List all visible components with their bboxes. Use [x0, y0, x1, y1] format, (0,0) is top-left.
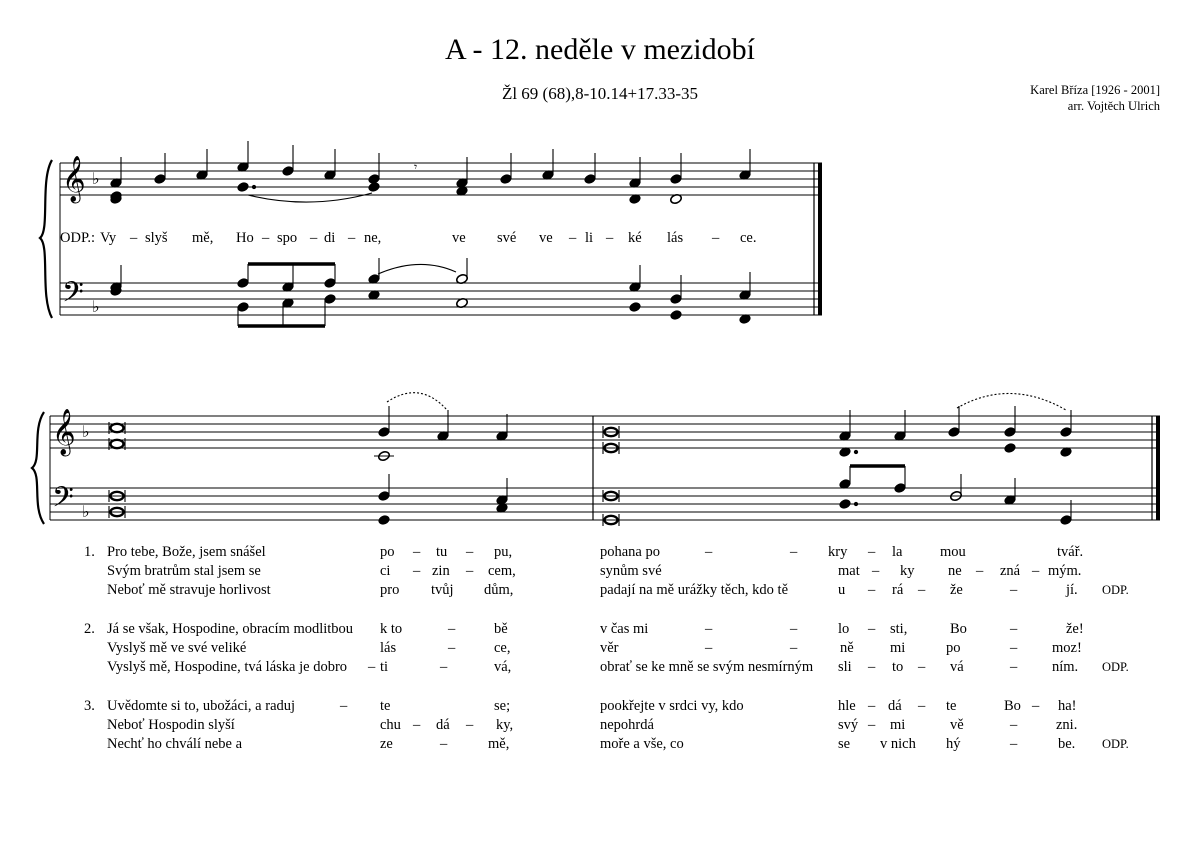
lyric-syllable: Bo	[1004, 698, 1021, 714]
lyric-syllable: zni.	[1056, 717, 1078, 733]
response-cue: ODP.	[1102, 737, 1129, 751]
lyric-syllable: chu	[380, 717, 401, 733]
lyric-hyphen: –	[448, 621, 456, 637]
lyric-hyphen: –	[413, 563, 421, 579]
lyric-hyphen: –	[340, 698, 348, 714]
lyric-hyphen: –	[368, 659, 376, 675]
verse-text: Já se však, Hospodine, obracím modlitbou	[107, 621, 354, 637]
lyric-hyphen: –	[705, 544, 713, 560]
lyric-syllable: mou	[940, 544, 966, 560]
lyric-syllable: ce,	[494, 640, 511, 656]
response-cue: ODP.	[1102, 583, 1129, 597]
verse-text: v čas mi	[600, 621, 649, 637]
lyric-syllable: tvář.	[1057, 544, 1084, 560]
lyric-syllable: ve	[452, 230, 466, 246]
lyric-syllable: jí.	[1066, 582, 1078, 598]
lyric-syllable: te	[380, 698, 391, 714]
lyric-syllable: ně	[840, 640, 854, 656]
verse-text: Nechť ho chválí nebe a	[107, 736, 243, 752]
verse-text: Vyslyš mě ve své veliké	[107, 640, 247, 656]
lyric-hyphen: –	[130, 230, 138, 246]
verse-text: Vyslyš mě, Hospodine, tvá láska je dobro	[107, 659, 348, 675]
system-2-clefs	[52, 409, 90, 521]
verse-text: synům své	[600, 563, 662, 579]
lyric-hyphen: –	[1010, 621, 1018, 637]
lyric-hyphen: –	[569, 230, 577, 246]
lyric-syllable: ci	[380, 563, 391, 579]
lyric-hyphen: –	[466, 544, 474, 560]
verse-text: věr	[600, 640, 619, 656]
lyric-syllable: že!	[1066, 621, 1084, 637]
lyric-hyphen: –	[413, 717, 421, 733]
lyric-hyphen: –	[918, 659, 926, 675]
svg-text:♭: ♭	[82, 422, 90, 441]
verse-text: padají na mě urážky těch, kdo tě	[600, 582, 789, 598]
lyric-hyphen: –	[1032, 563, 1040, 579]
svg-text:𝄢: 𝄢	[52, 481, 74, 521]
lyric-syllable: ha!	[1058, 698, 1077, 714]
verse-text: Neboť Hospodin slyší	[107, 717, 235, 733]
lyric-syllable: Vy	[100, 230, 117, 246]
lyric-syllable: hle	[838, 698, 856, 714]
lyric-syllable: dá	[436, 717, 450, 733]
lyric-syllable: ky,	[496, 717, 514, 733]
lyric-syllable: pro	[380, 582, 400, 598]
lyric-hyphen: –	[413, 544, 421, 560]
lyric-syllable: svý	[838, 717, 859, 733]
verse-text: pohana po	[600, 544, 660, 560]
lyric-hyphen: –	[868, 698, 876, 714]
lyric-syllable: dům,	[484, 582, 514, 598]
lyric-hyphen: –	[606, 230, 614, 246]
lyric-syllable: sti,	[890, 621, 908, 637]
lyric-syllable: se;	[494, 698, 511, 714]
verse-text: Neboť mě stravuje horlivost	[107, 582, 271, 598]
lyric-syllable: pu,	[494, 544, 513, 560]
verse-number: 2.	[84, 621, 95, 637]
lyric-syllable: mě,	[192, 230, 214, 246]
verse-text: Pro tebe, Bože, jsem snášel	[107, 544, 266, 560]
lyric-hyphen: –	[1010, 640, 1018, 656]
lyric-syllable: ti	[380, 659, 389, 675]
lyric-syllable: po	[946, 640, 961, 656]
svg-text:𝄾: 𝄾	[414, 160, 418, 174]
verse-text: pookřejte v srdci vy, kdo	[600, 698, 744, 714]
psalm-reference: Žl 69 (68),8-10.14+17.33-35	[501, 84, 699, 103]
lyric-hyphen: –	[868, 717, 876, 733]
verse-text: moře a vše, co	[600, 736, 684, 752]
lyric-syllable: že	[950, 582, 963, 598]
lyric-hyphen: –	[466, 563, 474, 579]
lyric-syllable: k to	[380, 621, 403, 637]
lyric-syllable: bě	[494, 621, 508, 637]
lyric-syllable: zin	[432, 563, 450, 579]
lyric-syllable: po	[380, 544, 395, 560]
lyric-hyphen: –	[868, 659, 876, 675]
lyric-hyphen: –	[976, 563, 984, 579]
response-cue: ODP.	[1102, 660, 1129, 674]
lyric-hyphen: –	[705, 621, 713, 637]
lyric-syllable: la	[892, 544, 903, 560]
lyric-hyphen: –	[310, 230, 318, 246]
composer-credit: Karel Bříza [1926 - 2001]	[1030, 83, 1160, 97]
lyric-hyphen: –	[705, 640, 713, 656]
lyric-hyphen: –	[868, 582, 876, 598]
lyric-syllable: lás	[380, 640, 397, 656]
lyric-hyphen: –	[466, 717, 474, 733]
lyric-syllable: dá	[888, 698, 902, 714]
lyric-hyphen: –	[868, 621, 876, 637]
lyric-syllable: v nich	[880, 736, 916, 752]
lyric-syllable: be.	[1058, 736, 1076, 752]
lyric-hyphen: –	[440, 659, 448, 675]
system-2-notes	[109, 393, 1072, 526]
page-title: A - 12. neděle v mezidobí	[445, 33, 755, 66]
lyric-hyphen: –	[262, 230, 270, 246]
lyric-syllable: vá,	[494, 659, 512, 675]
verse-number: 3.	[84, 698, 95, 714]
lyric-syllable: ním.	[1052, 659, 1079, 675]
verse-text: obrať se ke mně se svým nesmírným	[600, 659, 814, 675]
lyric-hyphen: –	[790, 640, 798, 656]
lyric-syllable: vá	[950, 659, 964, 675]
lyric-syllable: Bo	[950, 621, 967, 637]
lyric-hyphen: –	[1010, 659, 1018, 675]
lyric-syllable: ne,	[364, 230, 382, 246]
lyric-syllable: mat	[838, 563, 860, 579]
lyric-hyphen: –	[918, 698, 926, 714]
lyric-hyphen: –	[440, 736, 448, 752]
lyric-syllable: ze	[380, 736, 393, 752]
lyric-syllable: mi	[890, 717, 906, 733]
lyric-syllable: di	[324, 230, 336, 246]
svg-text:♭: ♭	[92, 297, 100, 316]
svg-text:𝄞: 𝄞	[52, 409, 76, 455]
system-2	[32, 412, 1160, 524]
lyric-hyphen: –	[1010, 736, 1018, 752]
lyric-syllable: mým.	[1048, 563, 1082, 579]
lyric-syllable: lás	[667, 230, 684, 246]
lyric-syllable: ké	[628, 230, 642, 246]
lyric-hyphen: –	[348, 230, 356, 246]
verse-text: nepohrdá	[600, 717, 654, 733]
lyric-syllable: se	[838, 736, 851, 752]
lyric-syllable: slyš	[145, 230, 168, 246]
svg-text:♭: ♭	[92, 169, 100, 188]
lyric-hyphen: –	[1032, 698, 1040, 714]
lyric-syllable: li	[585, 230, 594, 246]
lyric-hyphen: –	[790, 621, 798, 637]
lyric-syllable: ve	[539, 230, 553, 246]
lyric-syllable: ne	[948, 563, 962, 579]
lyric-syllable: ce.	[740, 230, 757, 246]
lyric-syllable: cem,	[488, 563, 516, 579]
lyric-hyphen: –	[448, 640, 456, 656]
lyric-syllable: mě,	[488, 736, 510, 752]
lyric-syllable: hý	[946, 736, 961, 752]
response-label: ODP.:	[60, 230, 96, 246]
lyric-hyphen: –	[918, 582, 926, 598]
lyric-syllable: kry	[828, 544, 848, 560]
lyric-syllable: zná	[1000, 563, 1021, 579]
lyric-syllable: spo	[277, 230, 298, 246]
verse-text: Uvědomte si to, ubožáci, a raduj	[107, 698, 296, 714]
lyric-hyphen: –	[868, 544, 876, 560]
lyric-syllable: u	[838, 582, 846, 598]
svg-text:𝄢: 𝄢	[62, 276, 84, 316]
lyric-syllable: vě	[950, 717, 964, 733]
lyric-hyphen: –	[712, 230, 720, 246]
system-1-bass-notes	[110, 258, 751, 326]
lyric-syllable: tu	[436, 544, 448, 560]
lyric-syllable: tvůj	[431, 582, 454, 598]
lyric-syllable: mi	[890, 640, 906, 656]
lyric-hyphen: –	[790, 544, 798, 560]
verse-text: Svým bratrům stal jsem se	[107, 563, 261, 579]
svg-text:𝄞: 𝄞	[62, 156, 86, 202]
lyric-hyphen: –	[1010, 717, 1018, 733]
lyric-syllable: lo	[838, 621, 850, 637]
lyric-syllable: Ho	[236, 230, 254, 246]
lyric-syllable: ky	[900, 563, 915, 579]
verse-number: 1.	[84, 544, 95, 560]
lyric-syllable: to	[892, 659, 904, 675]
lyric-syllable: sli	[838, 659, 852, 675]
lyric-syllable: te	[946, 698, 957, 714]
lyric-syllable: rá	[892, 582, 904, 598]
lyric-hyphen: –	[872, 563, 880, 579]
lyric-syllable: moz!	[1052, 640, 1082, 656]
svg-text:♭: ♭	[82, 502, 90, 521]
lyric-hyphen: –	[1010, 582, 1018, 598]
arranger-credit: arr. Vojtěch Ulrich	[1067, 99, 1160, 113]
lyric-syllable: své	[497, 230, 517, 246]
